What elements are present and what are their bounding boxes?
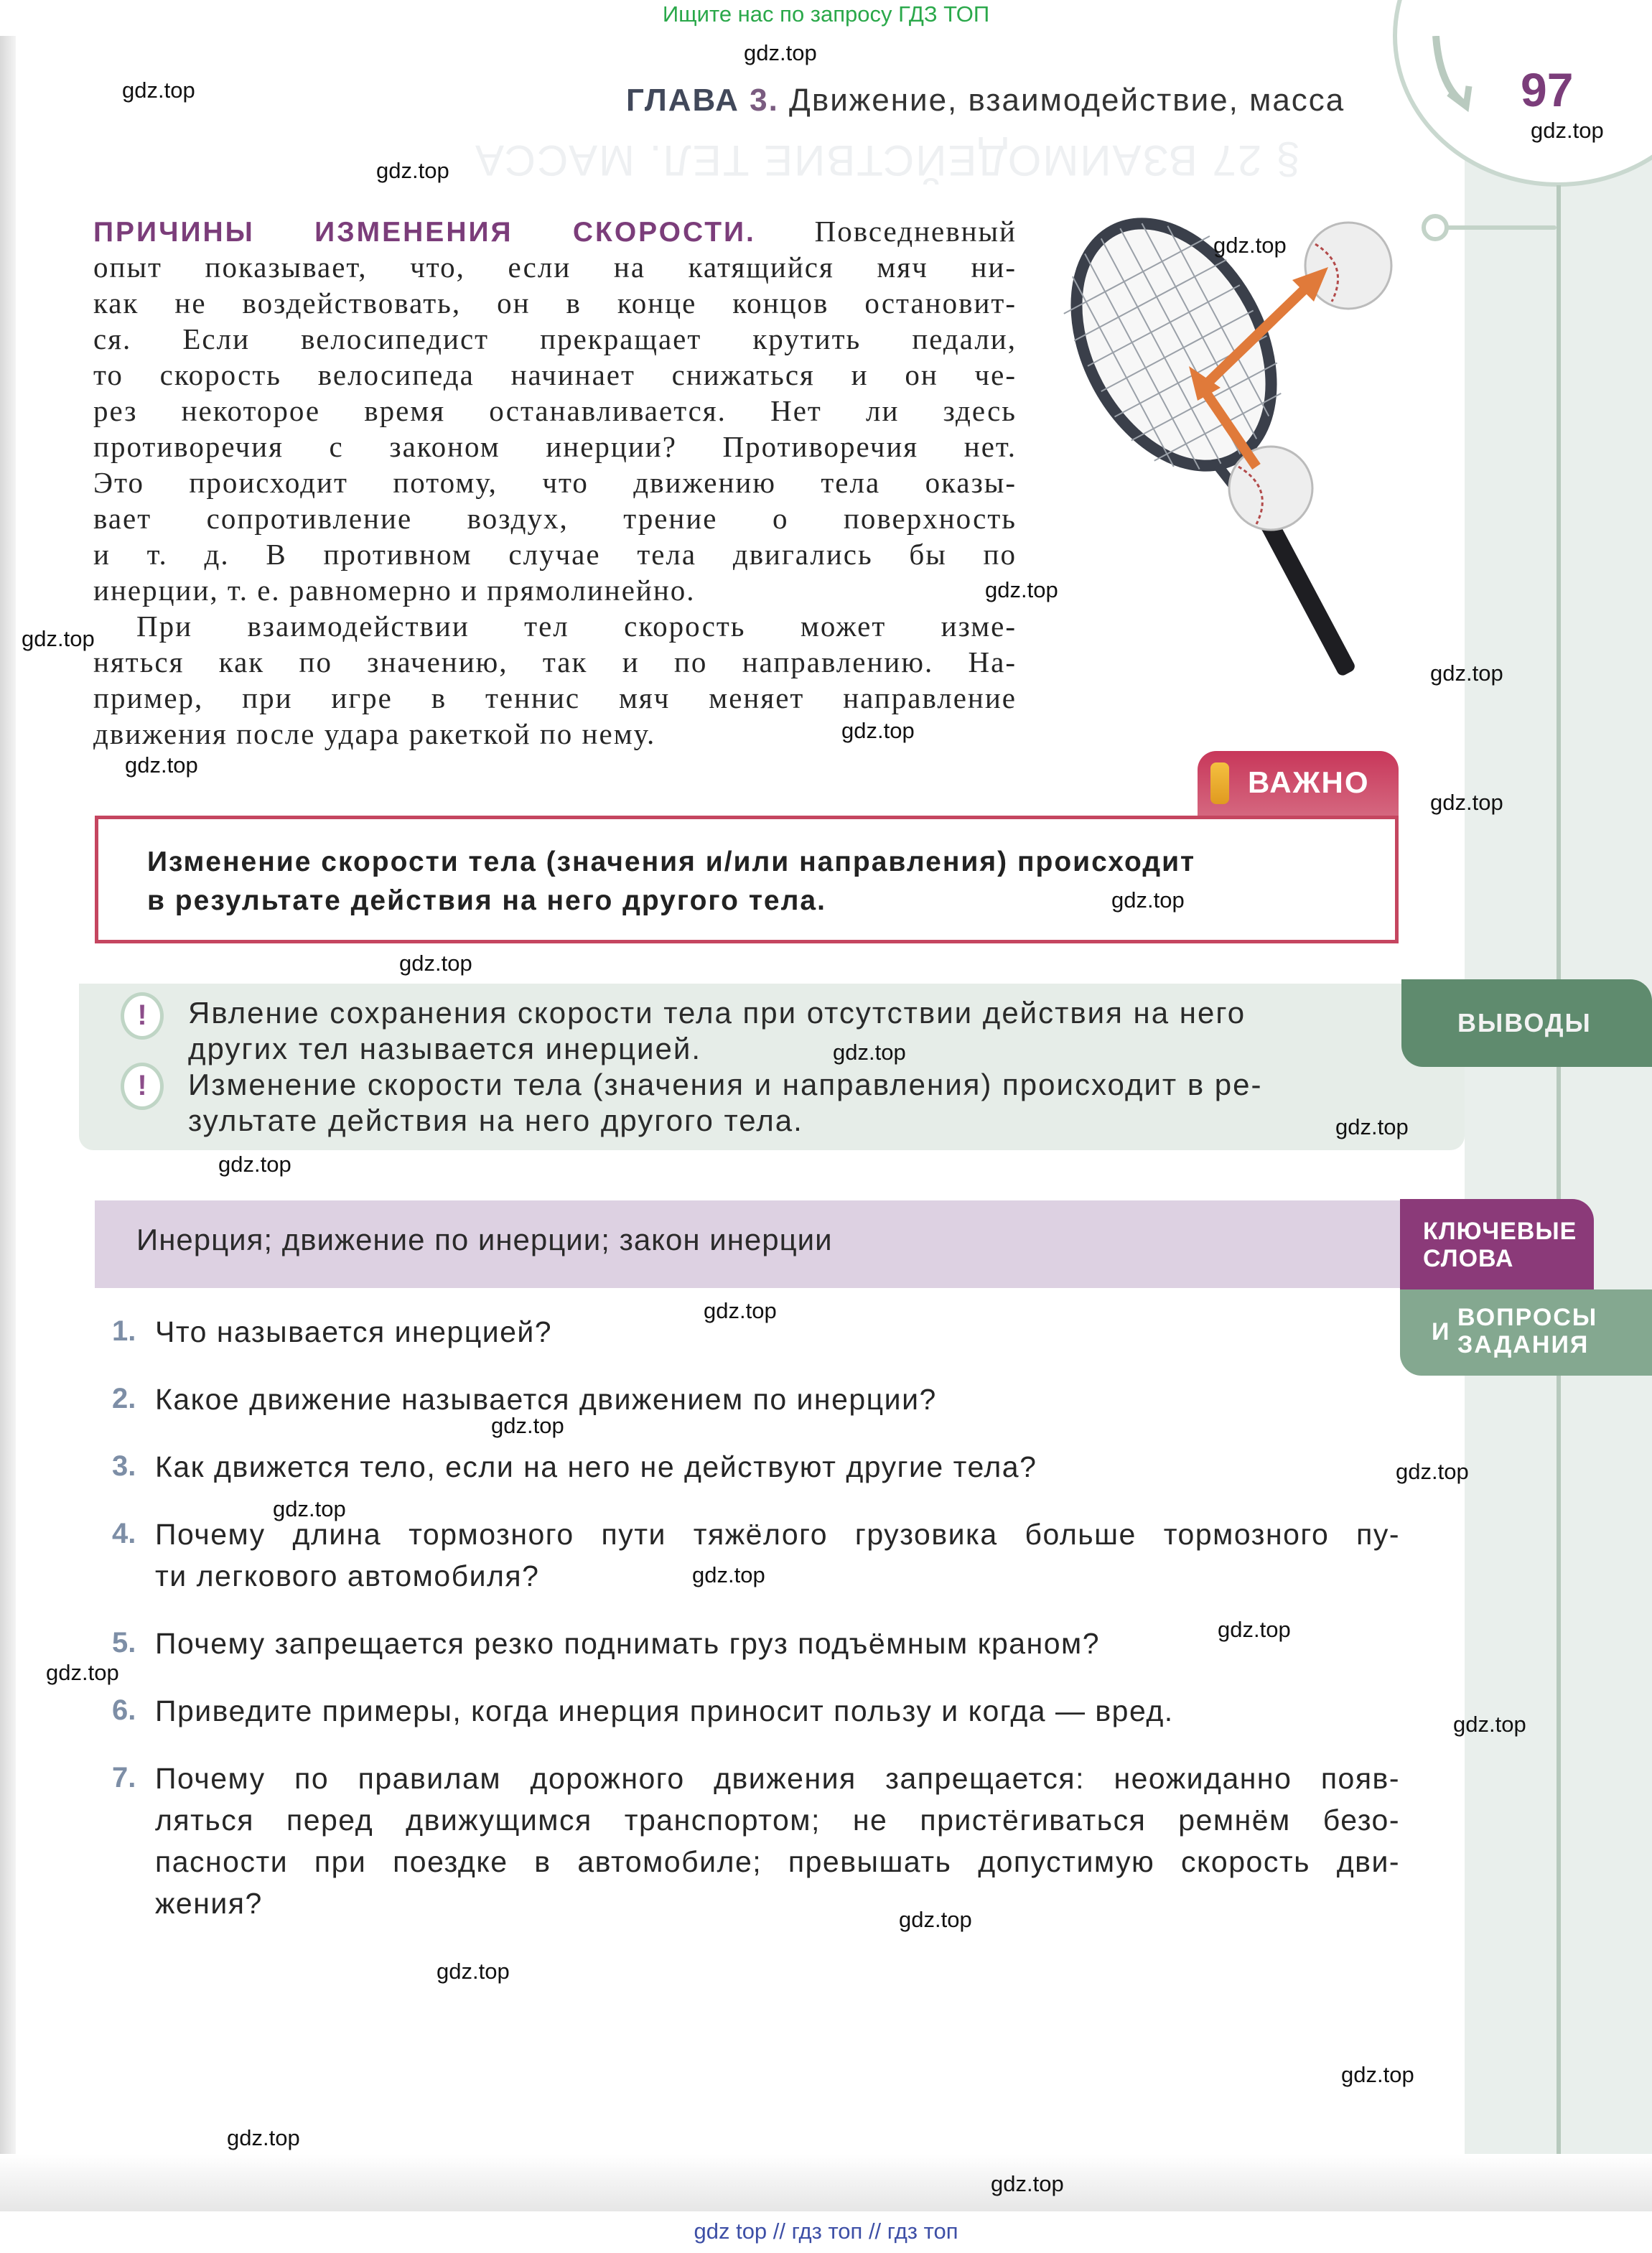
- paragraph-line: При взаимодействии тел скорость может изме-: [136, 610, 1017, 643]
- watermark: gdz.top: [1430, 790, 1503, 815]
- question-number: 3.: [112, 1450, 136, 1482]
- question-text: ти легкового автомобиля?: [155, 1559, 540, 1592]
- timeline-branch: [1433, 225, 1557, 230]
- paragraph-line: опыт показывает, что, если на катящийся мяч ни-: [93, 251, 1017, 284]
- paragraph-line: как не воздействовать, он в конце концов остановит-: [93, 286, 1017, 319]
- paragraph-line: движения после удара ракеткой по нему.: [93, 717, 656, 750]
- conclusion-text: других тел называется инерцией.: [188, 1032, 701, 1065]
- exclamation-icon: !: [121, 992, 164, 1040]
- bookmark-icon: [1210, 762, 1229, 804]
- page-edge-shadow: [0, 36, 16, 2211]
- watermark: gdz.top: [227, 2125, 300, 2150]
- bottom-links[interactable]: gdz top // гдз топ // гдз топ: [694, 2219, 958, 2244]
- important-text: Изменение скорости тела (значения и/или направления) происходит: [147, 846, 1196, 877]
- paragraph-text: Повседневный: [814, 215, 1017, 248]
- question-text: Почему по правилам дорожного движения запрещается: неожиданно появ-: [155, 1762, 1400, 1795]
- question-text: Что называется инерцией?: [155, 1315, 553, 1348]
- chapter-label: ГЛАВА: [626, 83, 739, 118]
- paragraph-line: няться как по значению, так и по направлению. На-: [93, 645, 1017, 678]
- important-tab: [1198, 751, 1399, 817]
- paragraph-line: то скорость велосипеда начинает снижаться и он че-: [93, 358, 1017, 391]
- watermark: gdz.top: [991, 2171, 1064, 2196]
- watermark: gdz.top: [1218, 1617, 1291, 1642]
- question-text: Почему запрещается резко поднимать груз подъёмным краном?: [155, 1627, 1101, 1660]
- question-text: жения?: [155, 1887, 263, 1920]
- watermark: gdz.top: [22, 626, 95, 651]
- watermark: gdz.top: [399, 951, 472, 976]
- paragraph-line: пример, при игре в теннис мяч меняет направление: [93, 681, 1017, 714]
- paragraph-line: [93, 213, 1017, 249]
- tennis-ball-icon: [1229, 447, 1312, 530]
- questions-tab-line: ВОПРОСЫ: [1457, 1304, 1598, 1331]
- watermark: gdz.top: [692, 1562, 765, 1587]
- question-text: Какое движение называется движением по инерции?: [155, 1383, 937, 1416]
- question-text: ляться перед движущимся транспортом; не пристёгиваться ремнём безо-: [155, 1804, 1400, 1837]
- question-number: 5.: [112, 1627, 136, 1659]
- watermark: gdz.top: [273, 1496, 346, 1521]
- tennis-racket-illustration: [1048, 208, 1407, 725]
- watermark: gdz.top: [125, 752, 198, 778]
- watermark: gdz.top: [218, 1152, 291, 1177]
- question-text: Приведите примеры, когда инерция приносит пользу и когда — вред.: [155, 1694, 1174, 1727]
- watermark: gdz.top: [704, 1298, 777, 1323]
- watermark: gdz.top: [985, 577, 1058, 602]
- watermark: gdz.top: [491, 1413, 564, 1438]
- page-number: 97: [1521, 63, 1574, 116]
- watermark: gdz.top: [1396, 1459, 1469, 1484]
- question-text: Почему длина тормозного пути тяжёлого грузовика больше тормозного пу-: [155, 1518, 1400, 1551]
- paragraph-line: и т. д. В противном случае тела двигались бы по: [93, 538, 1017, 571]
- watermark: gdz.top: [1111, 887, 1185, 913]
- question-text: Как движется тело, если на него не действуют другие тела?: [155, 1450, 1037, 1483]
- page-bottom-shadow: [0, 2154, 1652, 2211]
- conclusions-tab: ВЫВОДЫ: [1401, 979, 1652, 1067]
- questions-tab: [1400, 1289, 1652, 1376]
- watermark: gdz.top: [1335, 1114, 1409, 1139]
- paragraph-line: рез некоторое время останавливается. Нет ли здесь: [93, 394, 1017, 427]
- keywords-tab: [1400, 1199, 1594, 1289]
- paragraph-line: Это происходит потому, что движению тела оказы-: [93, 466, 1017, 499]
- watermark: gdz.top: [1453, 1712, 1526, 1737]
- conclusion-text: зультате действия на него другого тела.: [188, 1104, 803, 1137]
- search-banner[interactable]: Ищите нас по запросу ГДЗ ТОП: [662, 1, 990, 27]
- important-box: [95, 816, 1399, 943]
- chapter-title: Движение, взаимодействие, масса: [789, 83, 1345, 118]
- paragraph-line: ся. Если велосипедист прекращает крутить педали,: [93, 322, 1017, 355]
- important-label: ВАЖНО: [1248, 765, 1370, 799]
- question-number: 7.: [112, 1762, 136, 1793]
- exclamation-icon: !: [121, 1063, 164, 1110]
- paragraph-line: вает сопротивление воздух, трение о поверхность: [93, 502, 1017, 535]
- question-number: 2.: [112, 1383, 136, 1414]
- side-timeline-line: [1557, 185, 1561, 2210]
- question-text: пасности при поездке в автомобиле; превышать допустимую скорость дви-: [155, 1845, 1400, 1878]
- conclusion-text: Изменение скорости тела (значения и направления) происходит в ре-: [188, 1068, 1263, 1101]
- watermark: gdz.top: [1341, 2062, 1414, 2087]
- watermark: gdz.top: [1531, 118, 1604, 143]
- watermark: gdz.top: [1430, 661, 1503, 686]
- paragraph-line: противоречия с законом инерции? Противоречия нет.: [93, 430, 1017, 463]
- question-number: 1.: [112, 1315, 136, 1347]
- watermark: gdz.top: [833, 1040, 906, 1065]
- questions-tab-prefix: И: [1432, 1318, 1451, 1345]
- important-text: в результате действия на него другого тела.: [147, 885, 826, 916]
- conclusion-text: Явление сохранения скорости тела при отсутствии действия на него: [188, 996, 1246, 1030]
- watermark: gdz.top: [46, 1660, 119, 1685]
- watermark: gdz.top: [744, 40, 817, 65]
- curved-arrow-icon: [1429, 36, 1486, 115]
- paragraph-line: инерции, т. е. равномерно и прямолинейно.: [93, 574, 696, 607]
- questions-tab-line: ЗАДАНИЯ: [1457, 1331, 1590, 1358]
- keywords-tab-line: КЛЮЧЕВЫЕ: [1423, 1218, 1577, 1245]
- timeline-node-icon: [1422, 214, 1449, 241]
- watermark: gdz.top: [122, 78, 195, 103]
- chapter-number: 3.: [750, 83, 779, 118]
- watermark: gdz.top: [1213, 233, 1287, 258]
- chapter-header: [626, 83, 1345, 118]
- keywords-text: Инерция; движение по инерции; закон инерции: [136, 1223, 833, 1256]
- question-number: 6.: [112, 1694, 136, 1726]
- watermark: gdz.top: [899, 1907, 972, 1932]
- watermark: gdz.top: [437, 1959, 510, 1984]
- watermark: gdz.top: [841, 718, 915, 743]
- ghost-title: § 27 ВЗАИМОДЕЙСТВИЕ ТЕЛ. МАССА: [474, 136, 1301, 185]
- tennis-ball-icon: [1305, 223, 1391, 309]
- watermark: gdz.top: [376, 158, 449, 183]
- question-number: 4.: [112, 1518, 136, 1549]
- keywords-tab-line: СЛОВА: [1423, 1245, 1514, 1272]
- section-heading: ПРИЧИНЫ ИЗМЕНЕНИЯ СКОРОСТИ.: [93, 217, 756, 248]
